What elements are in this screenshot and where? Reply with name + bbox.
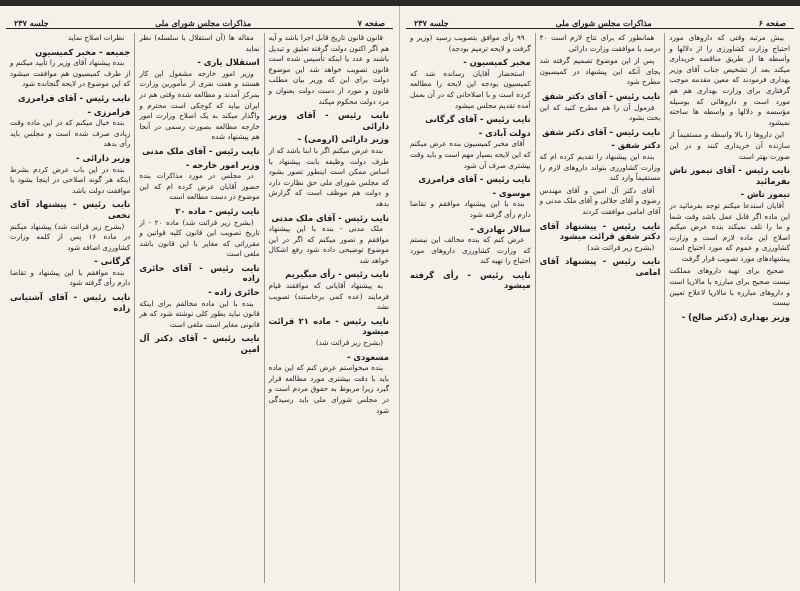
paragraph: فرمول آن را هم مطرح کنید که این بحث بشود (539, 102, 661, 123)
paragraph: ملک مدنی - بنده با این پیشنهاد موافقم و تصور میکنم که اگر در این موضوع توضیحی داده شود رفع اشکال خواهد شد (268, 224, 389, 265)
page-number: صفحه ۶ (758, 18, 786, 28)
paragraph: بنده خیال میکنم که در این ماده وقت زیادی صرف شده است و مجلس باید رأی بدهد (10, 118, 131, 149)
paragraph: قانون قانون تاریخ قابل اجرا باشد و آیه هم اگر اکنون دولت گرفته تعلیق و تبدیل باشند و عدد یا اینکه تأسیس شده است قانون تصویب خواهد شد این موضوع دولت برای این که وزیر بیان مطلب قانون و مورد از دست دولت بعنوان و مرد دولت محکوم میکند (268, 33, 389, 106)
speaker-heading: مخبر کمیسیون - (463, 57, 531, 68)
speaker-heading: دکتر شفق - (611, 140, 661, 151)
speaker-heading: گرگانی - (94, 256, 131, 267)
page-number: صفحه ۷ (357, 18, 385, 28)
paragraph: بنده پیشنهاد آقای وزیر را تأیید میکنم و از طرف کمیسیون هم موافقت میشود که این موضوع در لایحه گنجانده شود (10, 58, 131, 89)
speaker-heading: نایب رئیس - آقای فرامرزی (418, 174, 531, 185)
paragraph: همانطور که برای نتاج لازم است ۴۰ درصد با موافقت وزارت دارائی (539, 33, 661, 53)
speaker-heading: نایب رئیس - آقای ملک مدنی (271, 212, 389, 223)
paragraph: پس از این موضوع تصمیم گرفته شد بجای آنکه این پیشنهاد در کمیسیون مطرح شود (539, 56, 661, 87)
publication-title: مذاکرات مجلس شورای ملی (155, 18, 252, 28)
paragraph: مقاله ها (آن استقلال با سلسله) نظر نماید (139, 33, 260, 53)
speaker-heading: نایب رئیس - آقای ملک مدنی (142, 145, 260, 156)
text-columns (406, 33, 794, 583)
paragraph: (بشرح زیر قرائت شد) (587, 242, 655, 252)
text-column (535, 33, 665, 583)
speaker-heading: دولت آبادی - (478, 127, 531, 138)
paragraph: صحیح برای تهیه داروهای مملکت نیست صحیح برای مبارزه با مالاریا است و داروهای مبارزه با مالاریا لاعلاج تعیین نیست (669, 266, 790, 308)
speaker-heading: وزیر دارائی - (76, 152, 131, 163)
speaker-heading: موسوی - (492, 187, 531, 198)
session-number: جلسه ۲۳۷ (414, 18, 449, 28)
page-left (0, 6, 400, 591)
document-spread (0, 6, 800, 591)
paragraph: بنده میخواستم عرض کنم که این ماده باید با دقت بیشتری مورد مطالعه قرار گیرد زیرا مربوط به حقوق مردم است و در مجلس شورای ملی باید رسیدگی شود (268, 363, 389, 415)
paragraph: بنده عرض میکنم اگر با ابنا باشد که از طرف دولت وظیفه بابت پیشنهاد با اساس ممکن است اینطور تصور بشود که مجلس شورای ملی حق نظارت دارد و دولت هم موظف است که گزارش بدهد (268, 145, 389, 208)
speaker-heading: نایب رئیس - رأی میگیریم (285, 269, 389, 280)
paragraph: (بشرح زیر قرائت شد) ماده ۲۰ - از تاریخ تصویب این قانون کلیه قوانین و مقرراتی که مغایر با این قانون باشد ملغی است (139, 217, 260, 259)
text-columns (6, 33, 393, 583)
paragraph: این داروها را بالا واسطه و مستقیماً از سازنده آن خریداری کنند و در این صورت بهتر است (669, 130, 790, 161)
speaker-heading: نایب رئیس - پیشنهاد آقای نخعی (10, 199, 131, 220)
paragraph: بنده با این ماده مخالفم برای اینکه قانون نباید بطور کلی نوشته شود که هر قانونی مغایر است ملغی است (139, 298, 260, 329)
paragraph: عرض کنم که بنده مخالف این نیستم که وزارت کشاورزی داروهای مورد احتیاج را تهیه کند (409, 235, 531, 266)
speaker-heading: نایب رئیس - آقای حائری زاده (139, 262, 260, 284)
paragraph: بیش مرتبه وقتی که داروهای مورد احتیاج وزارت کشاورزی را از دلالها و واسطه ها از طریق مناقصه خریداری میکند بعد از تشخیص جناب آقای وزیر بهداری فرمودند که معین مقدمه موجب گرفتاری برای وزارت بهداری هم هم مورد است و داروهائی که بوسیله مؤسسه و دلالها و واسطه ها ساخته نمیشود (669, 33, 790, 127)
speaker-heading: نایب رئیس - آقای دکتر شفق (541, 126, 661, 137)
paragraph: در مجلس در مورد مذاکرات بنده حضور آقایان عرض کرده ام که این موضوع در دست مطالعه است (139, 171, 260, 202)
speaker-heading: وزیر دارائی (ارومی) - (297, 134, 389, 145)
paragraph: بنده این پیشنهاد را تقدیم کرده ام که وزارت کشاورزی بتواند داروهای لازم را مستقیماً وارد کند (539, 151, 661, 183)
speaker-heading: نایب رئیس - رأی گرفته میشود (409, 269, 531, 291)
speaker-heading: جمیعه - مخبر کمیسیون (35, 46, 131, 57)
session-number: جلسه ۲۳۷ (14, 18, 49, 28)
paragraph: به پیشنهاد آقایانی که موافقند قیام فرمایند (عده کمی برخاستند) تصویب نشد (268, 281, 389, 312)
page-header (406, 6, 794, 29)
paragraph: آقایان استدعا میکنم توجه بفرمائید در این ماده اگر قابل عمل باشد وقت شما و ما را تلف نمیکند بنده عرض میکنم اصلاح این ماده لازم است و وزارت کشاورزی و عموم که مورد احتیاج است پیشنهادهای مورد تصویب قرار گرفت (669, 200, 790, 263)
paragraph: (بشرح زیر قرائت شد) (315, 338, 383, 348)
speaker-heading: نایب رئیس - پیشنهاد آقای دکتر شفق قرائت میشود (539, 220, 661, 242)
speaker-heading: نایب رئیس - ماده ۲۰ (175, 205, 260, 216)
speaker-heading: نایب رئیس - آقای دکتر آل امین (139, 333, 260, 355)
speaker-heading: نایب رئیس - آقای وزیر دارائی (268, 110, 389, 131)
paragraph: آقای دکتر آل امین و آقای مهندس رضوی و آقای جلالی و آقای ملک مدنی و آقای امامی موافقت کردند (539, 185, 661, 216)
paragraph: بنده موافقم با این پیشنهاد و تقاضا دارم رأی گرفته شود (10, 267, 131, 288)
paragraph: آقای مخبر کمیسیون بنده عرض میکنم که این لایحه بسیار مهم است و باید وقت بیشتری صرف آن شود (409, 139, 531, 170)
paragraph: استحضار آقایان رسانده شد که کمیسیون بودجه این لایحه را مطالعه کرده است و با اصلاحاتی که در آن بعمل آمده تقدیم مجلس میشود (409, 68, 531, 110)
speaker-heading: نایب رئیس - پیشنهاد آقای امامی (539, 256, 661, 277)
speaker-heading: سالار بهادری - (470, 223, 531, 234)
speaker-heading: فرامرزی - (87, 106, 131, 117)
text-column (264, 33, 393, 583)
text-column (6, 33, 134, 583)
speaker-heading: وزیر بهداری (دکتر صالح) - (681, 311, 790, 322)
speaker-heading: استقلال یاری - (197, 57, 260, 68)
text-column (664, 33, 794, 583)
speaker-heading: نایب رئیس - آقای آشتیانی زاده (10, 292, 131, 313)
speaker-heading: نایب رئیس - آقای دکتر شفق (541, 90, 661, 101)
text-column (134, 33, 263, 583)
page-right (400, 6, 800, 591)
page-header (6, 6, 393, 29)
speaker-heading: حائری زاده - (208, 287, 260, 298)
paragraph: بنده در این باب عرض کردم بشرط اینکه هر گونه اصلاحی در اینجا بشود با موافقت دولت باشد (10, 164, 131, 195)
speaker-heading: تیمور تاش - (740, 189, 790, 200)
speaker-heading: مسعودی - (346, 351, 389, 362)
speaker-heading: نایب رئیس - آقای تیمور تاش بفرمائید (669, 165, 790, 186)
text-column (406, 33, 535, 583)
paragraph: (بشرح زیر قرائت شد) پیشنهاد میکنم در ماده ۱۶ پس از کلمه وزارت کشاورزی اضافه شود (10, 221, 131, 252)
paragraph: ۹۹ رأی موافق بتصویب رسید (وزیر و گرفت و لایحه ترمیم بودجه) (409, 33, 531, 53)
publication-title: مذاکرات مجلس شورای ملی (555, 18, 652, 28)
speaker-heading: نایب رئیس - آقای فرامرزی (18, 92, 131, 103)
paragraph: نظرات اصلاح نماید (68, 33, 125, 42)
speaker-heading: وزیر امور خارجه - (185, 159, 260, 170)
speaker-heading: نایب رئیس - آقای گرگانی (425, 114, 531, 125)
paragraph: بنده با این پیشنهاد موافقم و تقاضا دارم رأی گرفته شود (409, 199, 531, 219)
paragraph: وزیر امور خارجه مشغول این کار هستند و هفت نفری از مأمورین وزارت بمرکز آمدند و مطالعه شده وقتی هم در ایران بیاید که کوچکی است محترم و واگذار میکند به یک اصلاح وزارت امور خارجه مطالعه بصورت رسمی در آنجا هم پیشنهاد شده (139, 68, 260, 142)
speaker-heading: نایب رئیس - ماده ۲۱ قرائت میشود (268, 315, 389, 337)
